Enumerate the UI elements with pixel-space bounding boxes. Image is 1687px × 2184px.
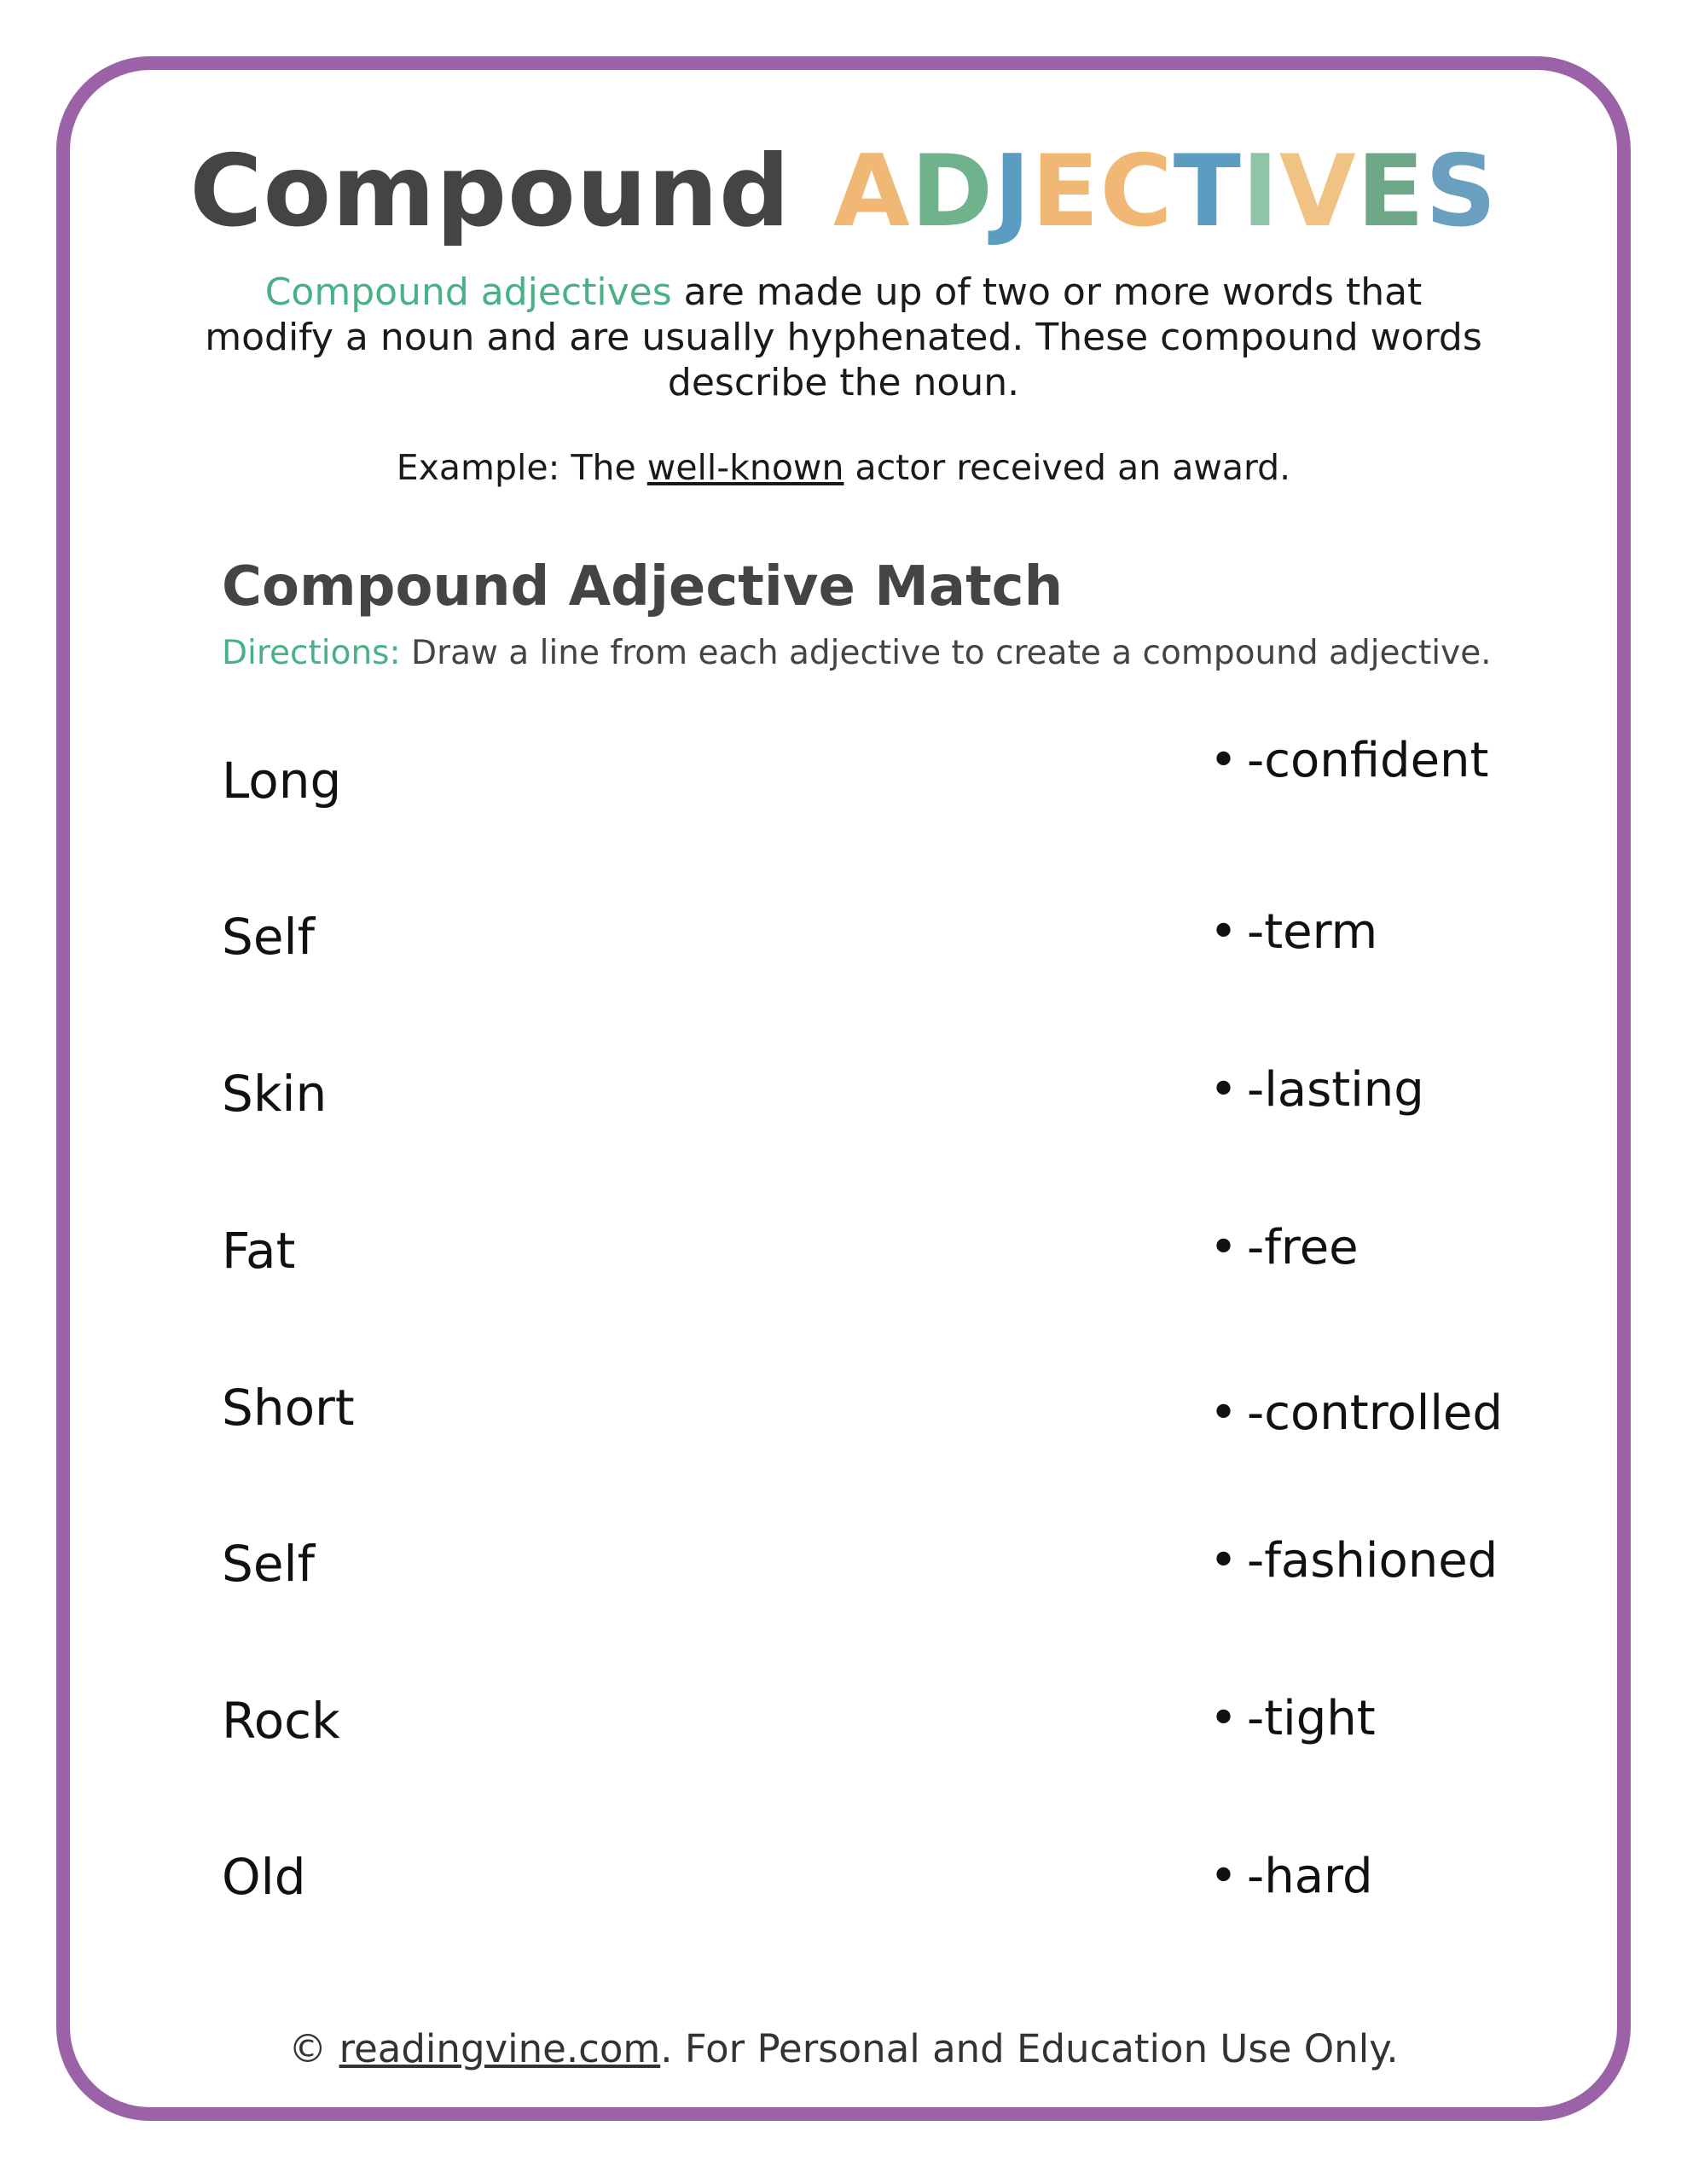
left-word-2: Self — [222, 908, 316, 966]
left-word-7: Rock — [222, 1692, 340, 1750]
right-word-8 — [1209, 1847, 1373, 1907]
example-underlined: well-known — [646, 447, 844, 488]
directions-label: Directions: — [222, 634, 401, 672]
title-letter-7: I — [1241, 134, 1279, 249]
bullet-8: • — [1209, 1849, 1238, 1904]
example-suffix: actor received an award. — [844, 447, 1291, 488]
footer — [0, 2024, 1687, 2075]
bullet-4: • — [1209, 1220, 1238, 1275]
title-compound: Compound — [189, 134, 791, 249]
title-letter-5: C — [1099, 134, 1174, 249]
title-letter-10: S — [1425, 134, 1498, 249]
intro-highlight: Compound adjectives — [264, 270, 672, 314]
copyright-symbol: © — [288, 2026, 339, 2071]
title-letter-2: D — [910, 134, 994, 249]
page-title — [0, 128, 1687, 256]
right-word-5 — [1209, 1384, 1503, 1443]
left-word-3: Skin — [222, 1065, 328, 1123]
right-word-7 — [1209, 1689, 1376, 1749]
right-word-6 — [1209, 1531, 1498, 1591]
right-word-1-text: -confident — [1247, 733, 1489, 788]
intro-paragraph — [205, 270, 1482, 405]
right-word-2 — [1209, 903, 1377, 962]
right-word-7-text: -tight — [1247, 1691, 1376, 1746]
intro-text: are made up of two or more words that modify a noun and are usually hyphenated. These compound words describe the noun. — [205, 270, 1482, 404]
example-sentence — [0, 444, 1687, 491]
title-adjectives — [833, 134, 1498, 249]
right-word-1 — [1209, 731, 1488, 791]
directions-text: Draw a line from each adjective to create a compound adjective. — [400, 634, 1492, 672]
right-word-3 — [1209, 1060, 1424, 1120]
right-word-4 — [1209, 1218, 1359, 1278]
title-letter-8: V — [1279, 134, 1357, 249]
bullet-3: • — [1209, 1062, 1238, 1118]
footer-link[interactable]: readingvine.com — [339, 2026, 661, 2071]
title-letter-3: J — [994, 134, 1032, 249]
left-word-5: Short — [222, 1379, 355, 1437]
title-letter-1: A — [833, 134, 911, 249]
title-letter-6: T — [1173, 134, 1242, 249]
title-letter-4: E — [1031, 134, 1100, 249]
right-word-4-text: -free — [1247, 1220, 1359, 1275]
right-word-8-text: -hard — [1247, 1849, 1373, 1904]
bullet-7: • — [1209, 1691, 1238, 1746]
left-word-6: Self — [222, 1535, 316, 1593]
bullet-5: • — [1209, 1385, 1238, 1441]
example-prefix: Example: The — [396, 447, 647, 488]
right-word-6-text: -fashioned — [1247, 1533, 1499, 1589]
footer-text: . For Personal and Education Use Only. — [660, 2026, 1399, 2071]
bullet-6: • — [1209, 1533, 1238, 1589]
section-title: Compound Adjective Match — [222, 555, 1064, 619]
left-word-1: Long — [222, 752, 342, 810]
title-letter-9: E — [1356, 134, 1426, 249]
bullet-2: • — [1209, 904, 1238, 960]
right-word-3-text: -lasting — [1247, 1062, 1424, 1118]
bullet-1: • — [1209, 733, 1238, 788]
right-word-5-text: -controlled — [1247, 1385, 1503, 1441]
left-word-4: Fat — [222, 1222, 296, 1280]
left-word-8: Old — [222, 1848, 306, 1906]
directions — [222, 631, 1492, 676]
right-word-2-text: -term — [1247, 904, 1378, 960]
